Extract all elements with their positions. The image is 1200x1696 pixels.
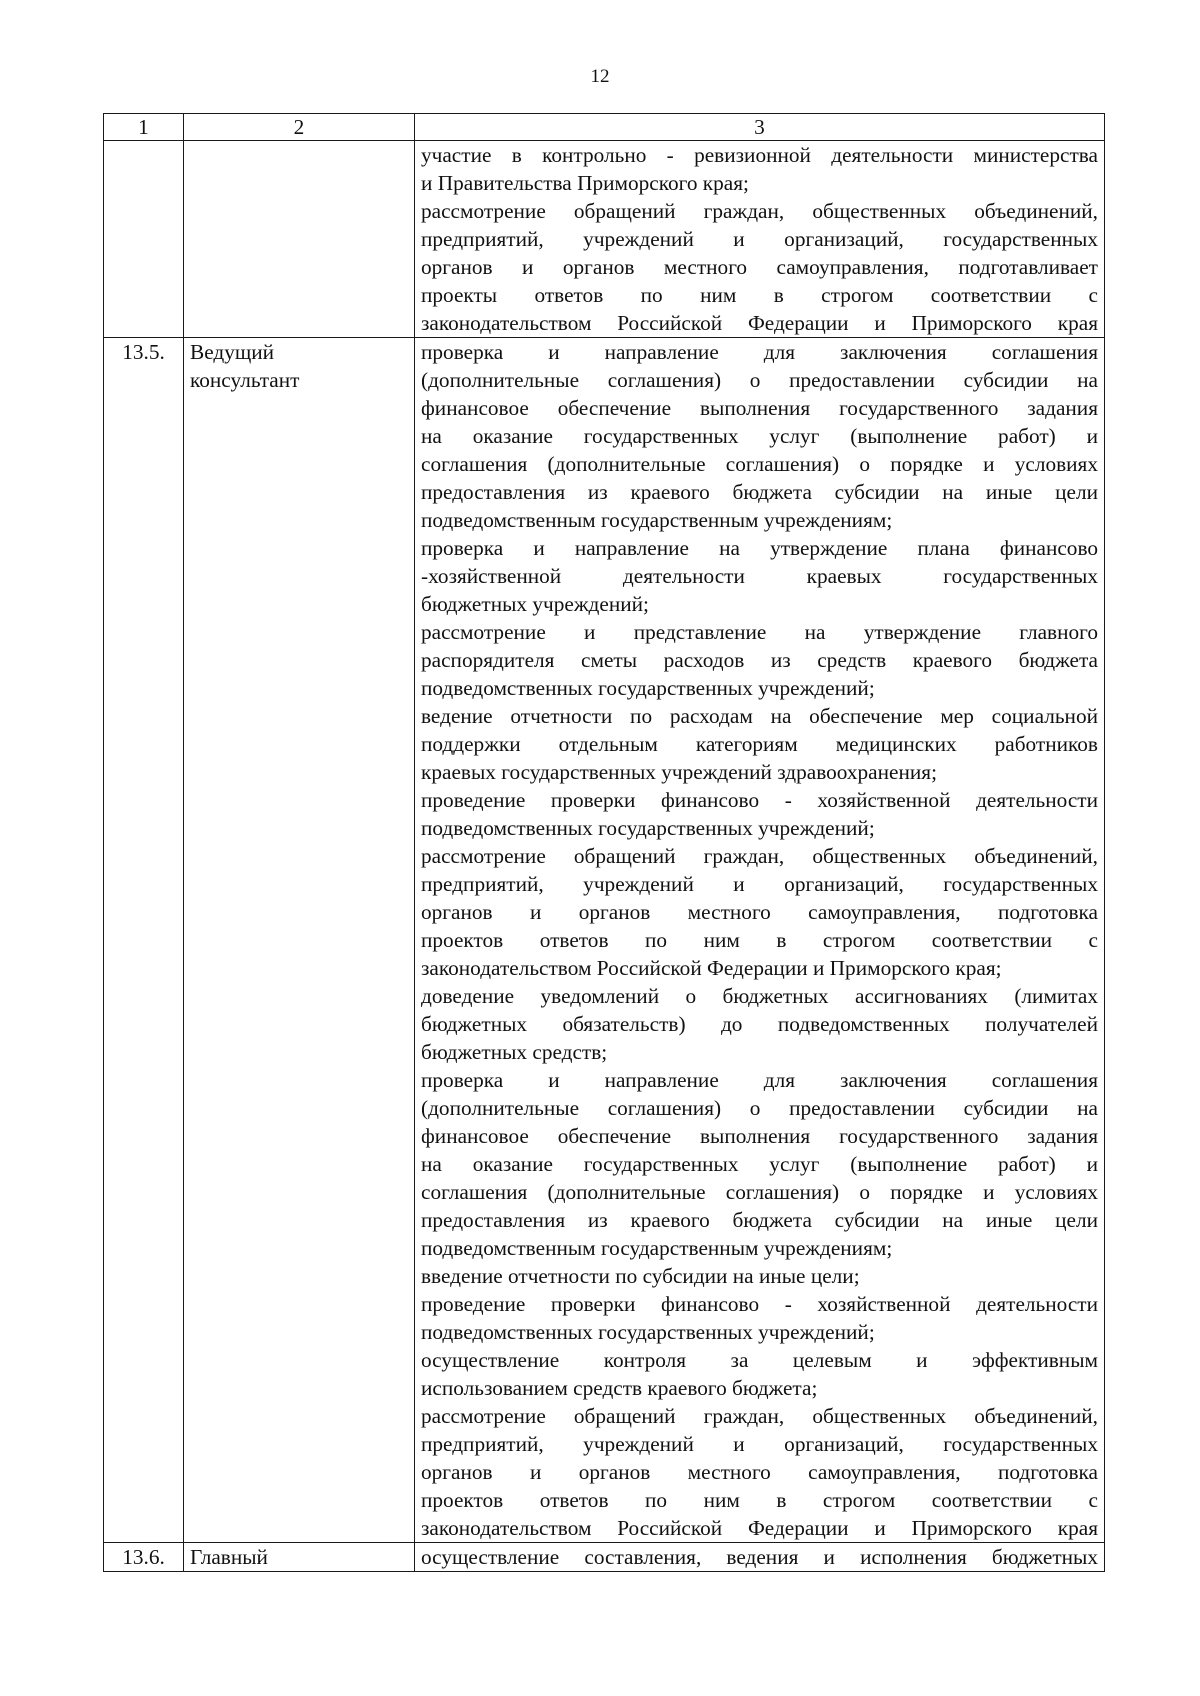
duty-line: бюджетных учреждений; [421, 592, 649, 616]
duty-line: проверка и направление на утверждение плана финансово [421, 536, 1098, 560]
duties-cell [415, 1543, 1105, 1572]
duty-line: на оказание государственных услуг (выполнение работ) и [421, 1152, 1098, 1176]
duty-line: осуществление составления, ведения и исполнения бюджетных [421, 1545, 1098, 1569]
duty-line: проектов ответов по ним в строгом соответствии с [421, 1488, 1098, 1512]
duty-line: и Правительства Приморского края; [421, 171, 749, 195]
duty-line: рассмотрение обращений граждан, общественных объединений, [421, 844, 1098, 868]
duty-line: соглашения (дополнительные соглашения) о порядке и условиях [421, 452, 1098, 476]
position-cell [184, 338, 415, 1543]
duty-line: бюджетных средств; [421, 1040, 608, 1064]
duty-line: предприятий, учреждений и организаций, государственных [421, 1432, 1098, 1456]
duty-line: органов и органов местного самоуправления, подготовка [421, 900, 1098, 924]
duty-line: проверка и направление для заключения соглашения [421, 1068, 1098, 1092]
duty-line: (дополнительные соглашения) о предоставлении субсидии на [421, 1096, 1098, 1120]
table-row [104, 1543, 1105, 1572]
duty-line: проведение проверки финансово - хозяйственной деятельности [421, 788, 1098, 812]
duties-table [103, 113, 1105, 1572]
duty-line: соглашения (дополнительные соглашения) о порядке и условиях [421, 1180, 1098, 1204]
duty-line: финансовое обеспечение выполнения государственного задания [421, 1124, 1098, 1148]
table-header-row [104, 114, 1105, 141]
table-row [104, 141, 1105, 338]
header-cell-1: 1 [104, 114, 184, 141]
duty-line: органов и органов местного самоуправления, подготовка [421, 1460, 1098, 1484]
duty-line: рассмотрение обращений граждан, общественных объединений, [421, 1404, 1098, 1428]
table-row [104, 338, 1105, 1543]
duty-line: законодательством Российской Федерации и Приморского края [421, 311, 1098, 335]
duty-line: подведомственным государственным учреждениям; [421, 508, 893, 532]
duty-line: проекты ответов по ним в строгом соответствии с [421, 283, 1098, 307]
duty-line: подведомственных государственных учреждений; [421, 676, 875, 700]
duty-line: рассмотрение обращений граждан, общественных объединений, [421, 199, 1098, 223]
duty-line: распорядителя сметы расходов из средств краевого бюджета [421, 648, 1098, 672]
duty-line: подведомственным государственным учреждениям; [421, 1236, 893, 1260]
duties-cell [415, 141, 1105, 338]
position-title-line: консультант [190, 368, 300, 392]
duty-line: доведение уведомлений о бюджетных ассигнованиях (лимитах [421, 984, 1098, 1008]
row-number: 13.5. [104, 338, 184, 1543]
duty-line: органов и органов местного самоуправления, подготавливает [421, 255, 1098, 279]
duty-line: ведение отчетности по расходам на обеспечение мер социальной [421, 704, 1098, 728]
duty-line: проектов ответов по ним в строгом соответствии с [421, 928, 1098, 952]
duty-line: подведомственных государственных учреждений; [421, 1320, 875, 1344]
duty-line: -хозяйственной деятельности краевых государственных [421, 564, 1098, 588]
duty-line: участие в контрольно - ревизионной деятельности министерства [421, 143, 1098, 167]
duty-line: (дополнительные соглашения) о предоставлении субсидии на [421, 368, 1098, 392]
duty-line: введение отчетности по субсидии на иные цели; [421, 1264, 860, 1288]
duty-line: предприятий, учреждений и организаций, государственных [421, 227, 1098, 251]
duty-line: подведомственных государственных учреждений; [421, 816, 875, 840]
duty-line: проверка и направление для заключения соглашения [421, 340, 1098, 364]
header-cell-2: 2 [184, 114, 415, 141]
duty-line: использованием средств краевого бюджета; [421, 1376, 818, 1400]
duty-line: финансовое обеспечение выполнения государственного задания [421, 396, 1098, 420]
position-title-line: Главный [190, 1545, 268, 1569]
duty-line: бюджетных обязательств) до подведомственных получателей [421, 1012, 1098, 1036]
page-number: 12 [590, 66, 610, 87]
duty-line: рассмотрение и представление на утверждение главного [421, 620, 1098, 644]
position-title-line: Ведущий [190, 340, 275, 364]
duty-line: предоставления из краевого бюджета субсидии на иные цели [421, 480, 1098, 504]
row-number [104, 141, 184, 338]
duty-line: законодательством Российской Федерации и Приморского края [421, 1516, 1098, 1540]
duty-line: предприятий, учреждений и организаций, государственных [421, 872, 1098, 896]
row-number: 13.6. [104, 1543, 184, 1572]
duty-line: законодательством Российской Федерации и Приморского края; [421, 956, 1002, 980]
duty-line: краевых государственных учреждений здравоохранения; [421, 760, 937, 784]
duty-line: проведение проверки финансово - хозяйственной деятельности [421, 1292, 1098, 1316]
position-cell [184, 1543, 415, 1572]
position-cell [184, 141, 415, 338]
duty-line: предоставления из краевого бюджета субсидии на иные цели [421, 1208, 1098, 1232]
duty-line: на оказание государственных услуг (выполнение работ) и [421, 424, 1098, 448]
duties-cell [415, 338, 1105, 1543]
duty-line: осуществление контроля за целевым и эффективным [421, 1348, 1098, 1372]
header-cell-3: 3 [415, 114, 1105, 141]
duty-line: поддержки отдельным категориям медицинских работников [421, 732, 1098, 756]
